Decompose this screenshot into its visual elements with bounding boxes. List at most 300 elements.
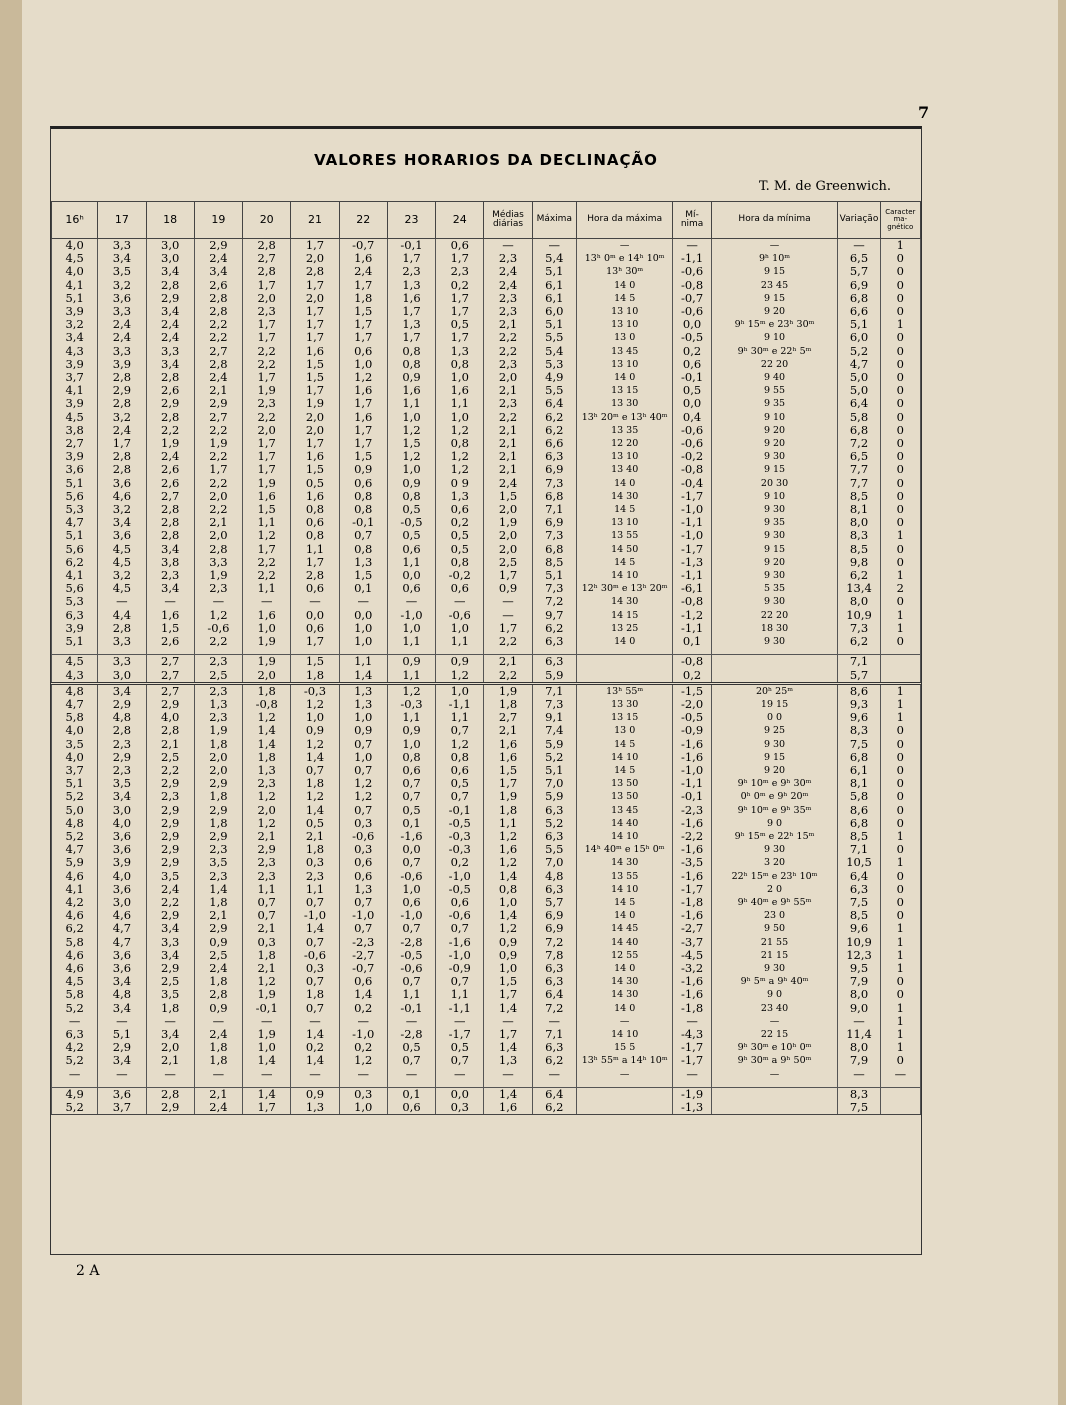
table-cell: 1,2 bbox=[387, 450, 435, 463]
table-cell: 3,9 bbox=[52, 358, 98, 371]
table-cell: 1,6 bbox=[291, 450, 339, 463]
table-cell: 13ʰ 55ᵐ bbox=[576, 685, 673, 698]
table-cell: 0,5 bbox=[387, 1041, 435, 1054]
table-cell: 1,8 bbox=[291, 669, 339, 684]
table-cell: 4,9 bbox=[532, 371, 576, 384]
table-cell: 1,0 bbox=[387, 738, 435, 751]
table-cell: 3,4 bbox=[52, 331, 98, 344]
table-cell: -1,6 bbox=[673, 870, 711, 883]
table-cell: -1,1 bbox=[673, 516, 711, 529]
table-cell: 9 10 bbox=[711, 411, 838, 424]
table-cell: 1,6 bbox=[291, 490, 339, 503]
table-cell: 3,6 bbox=[98, 1087, 146, 1101]
table-cell: 2,6 bbox=[146, 477, 194, 490]
table-cell: 5,9 bbox=[532, 790, 576, 803]
table-cell: 5,8 bbox=[838, 411, 880, 424]
table-row bbox=[52, 870, 921, 883]
table-cell: 3,3 bbox=[98, 635, 146, 648]
table-row bbox=[52, 397, 921, 410]
table-cell: 0 0 bbox=[711, 711, 838, 724]
table-cell: 1,7 bbox=[243, 1101, 291, 1115]
table-cell: -1,7 bbox=[673, 1041, 711, 1054]
table-cell: 1,1 bbox=[387, 988, 435, 1001]
table-cell: 7,0 bbox=[532, 777, 576, 790]
table-cell: 1,5 bbox=[387, 437, 435, 450]
table-cell: 3,3 bbox=[146, 936, 194, 949]
table-cell: 2,1 bbox=[194, 384, 242, 397]
table-cell: 2,3 bbox=[194, 685, 242, 698]
table-cell: 0,5 bbox=[673, 384, 711, 397]
table-cell: -0,1 bbox=[387, 239, 435, 253]
table-cell: 2,0 bbox=[194, 529, 242, 542]
table-cell: 9 40 bbox=[711, 371, 838, 384]
table-cell: 0,3 bbox=[291, 856, 339, 869]
table-cell: 5,5 bbox=[532, 331, 576, 344]
table-cell: 13,4 bbox=[838, 582, 880, 595]
table-cell: 6,6 bbox=[532, 437, 576, 450]
table-cell: 4,5 bbox=[98, 582, 146, 595]
table-cell: 3,6 bbox=[52, 463, 98, 476]
table-cell bbox=[711, 1101, 838, 1115]
table-cell: 13 25 bbox=[576, 622, 673, 635]
table-cell: 0,6 bbox=[673, 358, 711, 371]
table-cell: 7,1 bbox=[838, 655, 880, 669]
table-cell: 0,6 bbox=[436, 582, 484, 595]
table-cell: 3,9 bbox=[52, 305, 98, 318]
table-row bbox=[52, 516, 921, 529]
table-cell: 3,5 bbox=[52, 738, 98, 751]
table-cell: 1,8 bbox=[243, 685, 291, 698]
table-cell: 1 bbox=[880, 962, 920, 975]
table-cell: 0,1 bbox=[387, 1087, 435, 1101]
table-cell: 0,8 bbox=[387, 751, 435, 764]
table-cell: 4,5 bbox=[98, 556, 146, 569]
table-cell: 2,9 bbox=[243, 843, 291, 856]
header-cell: 16ʰ bbox=[52, 202, 98, 239]
table-cell: 2,2 bbox=[484, 411, 532, 424]
table-cell: 0 bbox=[880, 463, 920, 476]
table-cell: 0,2 bbox=[673, 669, 711, 684]
table-row bbox=[52, 477, 921, 490]
table-cell: 2,3 bbox=[436, 265, 484, 278]
table-cell: 4,0 bbox=[146, 711, 194, 724]
table-cell: 9ʰ 30ᵐ e 10ʰ 0ᵐ bbox=[711, 1041, 838, 1054]
table-cell: 0,9 bbox=[436, 655, 484, 669]
table-cell: -1,1 bbox=[673, 569, 711, 582]
table-cell: 5,2 bbox=[52, 1101, 98, 1115]
table-row bbox=[52, 669, 921, 684]
table-cell: 2,1 bbox=[146, 1054, 194, 1067]
table-cell: — bbox=[436, 1015, 484, 1028]
table-cell: -1,0 bbox=[339, 1028, 387, 1041]
table-cell: -0,7 bbox=[339, 239, 387, 253]
table-cell: 1,2 bbox=[484, 856, 532, 869]
table-cell: 14 10 bbox=[576, 883, 673, 896]
table-cell: 0 bbox=[880, 988, 920, 1001]
table-cell: 2,4 bbox=[194, 252, 242, 265]
table-cell: 13 15 bbox=[576, 711, 673, 724]
table-cell: -2,7 bbox=[339, 949, 387, 962]
table-cell bbox=[880, 669, 920, 684]
table-cell: 0 bbox=[880, 477, 920, 490]
table-cell: 7,8 bbox=[532, 949, 576, 962]
table-cell: 10,9 bbox=[838, 936, 880, 949]
table-cell: 3,9 bbox=[52, 397, 98, 410]
table-cell: 1,7 bbox=[243, 463, 291, 476]
table-cell: 1,4 bbox=[484, 1041, 532, 1054]
table-cell: 2,3 bbox=[194, 655, 242, 669]
table-cell: 0 bbox=[880, 909, 920, 922]
page-number: 7 bbox=[918, 103, 930, 122]
table-cell: 8,5 bbox=[838, 830, 880, 843]
table-cell: 0,7 bbox=[436, 724, 484, 737]
table-cell: 0,6 bbox=[339, 345, 387, 358]
table-cell: 0,9 bbox=[387, 371, 435, 384]
table-row bbox=[52, 751, 921, 764]
header-cell: 23 bbox=[387, 202, 435, 239]
table-cell: 1 bbox=[880, 922, 920, 935]
table-cell: 9ʰ 10ᵐ e 9ʰ 35ᵐ bbox=[711, 804, 838, 817]
table-cell: 1,2 bbox=[243, 817, 291, 830]
table-cell: 2,7 bbox=[146, 655, 194, 669]
table-cell: 1,6 bbox=[339, 411, 387, 424]
table-cell: -0,5 bbox=[673, 331, 711, 344]
table-cell: 7,9 bbox=[838, 975, 880, 988]
table-cell: 2,0 bbox=[243, 424, 291, 437]
table-cell: 6,9 bbox=[838, 279, 880, 292]
table-cell: 2,5 bbox=[146, 751, 194, 764]
table-cell: 1,5 bbox=[339, 450, 387, 463]
table-cell: 2,8 bbox=[146, 503, 194, 516]
table-cell: 1,9 bbox=[243, 384, 291, 397]
table-cell: 3,0 bbox=[146, 239, 194, 253]
table-cell: 1,2 bbox=[291, 790, 339, 803]
table-cell: 9 20 bbox=[711, 556, 838, 569]
table-cell: 18 30 bbox=[711, 622, 838, 635]
table-cell: 6,1 bbox=[532, 292, 576, 305]
table-cell: 1,2 bbox=[194, 609, 242, 622]
table-cell: 0,7 bbox=[339, 896, 387, 909]
table-cell: 1,2 bbox=[436, 424, 484, 437]
table-cell: -1,6 bbox=[673, 988, 711, 1001]
table-cell bbox=[576, 1087, 673, 1101]
table-row bbox=[52, 817, 921, 830]
table-cell: 4,1 bbox=[52, 384, 98, 397]
table-cell: 2,0 bbox=[484, 529, 532, 542]
table-cell: 0,9 bbox=[339, 463, 387, 476]
table-cell: 1,0 bbox=[339, 358, 387, 371]
table-cell: 8,3 bbox=[838, 1087, 880, 1101]
table-row bbox=[52, 936, 921, 949]
table-cell: 0ʰ 0ᵐ e 9ʰ 20ᵐ bbox=[711, 790, 838, 803]
table-cell: 2,9 bbox=[194, 804, 242, 817]
table-cell: 0,6 bbox=[436, 503, 484, 516]
header-cell: Variação bbox=[838, 202, 880, 239]
table-cell: 19 15 bbox=[711, 698, 838, 711]
table-cell: -2,0 bbox=[673, 698, 711, 711]
table-cell: 0 bbox=[880, 738, 920, 751]
table-cell: 2,4 bbox=[98, 331, 146, 344]
table-cell: 5,1 bbox=[52, 292, 98, 305]
table-cell: -0,2 bbox=[673, 450, 711, 463]
table-cell: 1,1 bbox=[291, 883, 339, 896]
table-cell: 14 0 bbox=[576, 909, 673, 922]
table-cell: — bbox=[880, 1068, 920, 1081]
table-cell: 2,3 bbox=[98, 764, 146, 777]
table-cell: 9,8 bbox=[838, 556, 880, 569]
table-cell: 2,9 bbox=[146, 292, 194, 305]
table-cell: -0,5 bbox=[673, 711, 711, 724]
table-cell: 4,8 bbox=[98, 711, 146, 724]
table-cell: — bbox=[838, 239, 880, 253]
table-cell: 13 10 bbox=[576, 358, 673, 371]
document-page bbox=[22, 0, 1058, 1405]
table-cell: -0,3 bbox=[291, 685, 339, 698]
table-cell: 6,3 bbox=[532, 830, 576, 843]
table-cell: 1,1 bbox=[243, 516, 291, 529]
table-cell: 1,6 bbox=[339, 384, 387, 397]
table-cell: 9 30 bbox=[711, 595, 838, 608]
table-cell: 1,9 bbox=[243, 635, 291, 648]
table-row bbox=[52, 1015, 921, 1028]
table-cell: 0 bbox=[880, 371, 920, 384]
table-cell: 0 bbox=[880, 556, 920, 569]
table-cell: 0,7 bbox=[291, 896, 339, 909]
table-cell: 3,7 bbox=[52, 764, 98, 777]
table-cell: 0,0 bbox=[387, 843, 435, 856]
table-cell: 13ʰ 30ᵐ bbox=[576, 265, 673, 278]
table-cell: 13 0 bbox=[576, 724, 673, 737]
table-cell: 8,5 bbox=[838, 909, 880, 922]
table-cell: 0,9 bbox=[194, 1002, 242, 1015]
table-cell: 0,3 bbox=[339, 843, 387, 856]
table-row bbox=[52, 556, 921, 569]
table-cell: 1,2 bbox=[436, 669, 484, 684]
table-row bbox=[52, 962, 921, 975]
table-cell: 2,6 bbox=[194, 279, 242, 292]
table-cell: 1,8 bbox=[291, 843, 339, 856]
table-cell: 1,7 bbox=[436, 252, 484, 265]
table-cell: 2,6 bbox=[146, 384, 194, 397]
table-cell: 4,9 bbox=[52, 1087, 98, 1101]
table-row bbox=[52, 724, 921, 737]
table-cell: 3,4 bbox=[98, 975, 146, 988]
table-cell: 2,3 bbox=[194, 711, 242, 724]
table-cell: 2,7 bbox=[194, 345, 242, 358]
table-cell: 1,1 bbox=[387, 556, 435, 569]
table-cell: 0,6 bbox=[291, 516, 339, 529]
table-cell: 0,4 bbox=[673, 411, 711, 424]
table-cell: 1,7 bbox=[243, 437, 291, 450]
table-cell: 0,6 bbox=[339, 870, 387, 883]
table-cell: 0 bbox=[880, 265, 920, 278]
table-cell: 1,6 bbox=[291, 345, 339, 358]
table-cell: 0,7 bbox=[387, 922, 435, 935]
table-cell: 2,1 bbox=[484, 463, 532, 476]
table-cell: 9,1 bbox=[532, 711, 576, 724]
table-cell: 6,8 bbox=[838, 751, 880, 764]
table-cell: 2,8 bbox=[98, 450, 146, 463]
table-cell: 2,1 bbox=[484, 318, 532, 331]
table-cell: 14 5 bbox=[576, 556, 673, 569]
table-cell: 13 10 bbox=[576, 305, 673, 318]
table-cell: 0,3 bbox=[436, 1101, 484, 1115]
table-cell: 0,6 bbox=[339, 856, 387, 869]
table-cell: 0,7 bbox=[339, 804, 387, 817]
table-cell: 2,0 bbox=[291, 424, 339, 437]
table-cell: 1,0 bbox=[339, 751, 387, 764]
table-cell: 14 0 bbox=[576, 962, 673, 975]
table-cell: -1,3 bbox=[673, 556, 711, 569]
table-cell: 5,5 bbox=[532, 384, 576, 397]
table-cell: 1,4 bbox=[484, 870, 532, 883]
table-cell: -1,6 bbox=[673, 738, 711, 751]
table-cell: — bbox=[576, 1068, 673, 1081]
table-cell: 5,1 bbox=[52, 635, 98, 648]
table-cell: 0 bbox=[880, 516, 920, 529]
table-cell: 8,3 bbox=[838, 529, 880, 542]
table-row bbox=[52, 265, 921, 278]
table-cell: 4,0 bbox=[52, 265, 98, 278]
table-cell: 0,6 bbox=[436, 896, 484, 909]
table-cell: 4,4 bbox=[98, 609, 146, 622]
table-cell: 1,8 bbox=[194, 1041, 242, 1054]
table-cell: 2,1 bbox=[484, 655, 532, 669]
table-cell: -2,8 bbox=[387, 936, 435, 949]
table-cell: 3,6 bbox=[98, 830, 146, 843]
table-cell: -0,6 bbox=[339, 830, 387, 843]
table-cell: 3,5 bbox=[194, 856, 242, 869]
table-cell: — bbox=[194, 1068, 242, 1081]
table-cell: 1,1 bbox=[436, 635, 484, 648]
table-cell: 5,3 bbox=[532, 358, 576, 371]
table-cell: 6,4 bbox=[532, 988, 576, 1001]
table-cell: 6,2 bbox=[532, 424, 576, 437]
table-cell: 0,7 bbox=[291, 975, 339, 988]
table-row bbox=[52, 843, 921, 856]
table-cell: 2,1 bbox=[194, 909, 242, 922]
declination-table bbox=[51, 201, 921, 1115]
table-cell: 1,2 bbox=[339, 777, 387, 790]
table-cell: 6,3 bbox=[532, 655, 576, 669]
table-cell: 1,7 bbox=[387, 331, 435, 344]
table-cell: 0,6 bbox=[291, 582, 339, 595]
table-cell: 1,2 bbox=[339, 790, 387, 803]
table-cell: 2,4 bbox=[194, 962, 242, 975]
table-cell: 13 45 bbox=[576, 804, 673, 817]
table-cell: 23 0 bbox=[711, 909, 838, 922]
table-row bbox=[52, 764, 921, 777]
table-cell: -0,4 bbox=[673, 477, 711, 490]
table-cell: 3,4 bbox=[98, 685, 146, 698]
table-cell: 12,3 bbox=[838, 949, 880, 962]
table-cell: 6,2 bbox=[532, 1054, 576, 1067]
table-cell: 1,0 bbox=[387, 622, 435, 635]
table-cell: 5,8 bbox=[52, 936, 98, 949]
table-frame bbox=[50, 126, 922, 1255]
table-cell: 0 bbox=[880, 384, 920, 397]
table-cell: 4,1 bbox=[52, 569, 98, 582]
table-cell: 2,9 bbox=[146, 397, 194, 410]
table-cell: 2,1 bbox=[484, 384, 532, 397]
table-cell: — bbox=[98, 1068, 146, 1081]
table-cell: 10,5 bbox=[838, 856, 880, 869]
table-cell: 14 40 bbox=[576, 817, 673, 830]
table-cell: -0,6 bbox=[194, 622, 242, 635]
table-row bbox=[52, 790, 921, 803]
table-cell: 0,2 bbox=[436, 279, 484, 292]
table-cell: -1,6 bbox=[673, 843, 711, 856]
table-cell: 13 10 bbox=[576, 450, 673, 463]
table-cell: 5,6 bbox=[52, 490, 98, 503]
table-cell: -1,1 bbox=[673, 777, 711, 790]
table-cell: 1,3 bbox=[194, 698, 242, 711]
table-cell: 5,7 bbox=[532, 896, 576, 909]
table-cell: 8,5 bbox=[838, 543, 880, 556]
table-cell: 2,2 bbox=[146, 424, 194, 437]
table-cell: 1,6 bbox=[484, 843, 532, 856]
table-cell: 5,1 bbox=[532, 764, 576, 777]
table-cell: 6,4 bbox=[838, 397, 880, 410]
table-row bbox=[52, 279, 921, 292]
table-cell: 1,5 bbox=[146, 622, 194, 635]
table-cell: 1,7 bbox=[387, 305, 435, 318]
table-cell: 2,4 bbox=[146, 318, 194, 331]
table-cell: 8,0 bbox=[838, 595, 880, 608]
table-cell: 8,0 bbox=[838, 1041, 880, 1054]
table-cell: 1,3 bbox=[243, 764, 291, 777]
table-cell: 9,6 bbox=[838, 711, 880, 724]
table-cell: -1,6 bbox=[673, 817, 711, 830]
table-cell: 3,2 bbox=[98, 411, 146, 424]
table-cell: 1,7 bbox=[243, 318, 291, 331]
table-cell: 2,8 bbox=[194, 292, 242, 305]
table-cell: 5,9 bbox=[532, 669, 576, 684]
table-cell: 7,1 bbox=[532, 685, 576, 698]
table-cell: 3,3 bbox=[194, 556, 242, 569]
table-cell: 2,1 bbox=[243, 922, 291, 935]
table-cell: 1,9 bbox=[243, 988, 291, 1001]
table-cell: -0,8 bbox=[673, 655, 711, 669]
table-cell: -1,1 bbox=[436, 698, 484, 711]
table-cell: -1,1 bbox=[673, 622, 711, 635]
table-cell: 1,5 bbox=[291, 463, 339, 476]
table-cell: 2,4 bbox=[194, 1101, 242, 1115]
table-cell: 0,7 bbox=[436, 790, 484, 803]
table-cell: 2,8 bbox=[194, 988, 242, 1001]
table-cell: 1,8 bbox=[484, 698, 532, 711]
table-cell: 14 0 bbox=[576, 1002, 673, 1015]
table-cell: 1,0 bbox=[436, 371, 484, 384]
table-cell: 2,8 bbox=[291, 569, 339, 582]
table-cell: -0,8 bbox=[243, 698, 291, 711]
table-cell: 4,2 bbox=[52, 896, 98, 909]
table-cell: 0,2 bbox=[339, 1002, 387, 1015]
table-cell: 2,0 bbox=[194, 764, 242, 777]
table-cell: 0,6 bbox=[387, 543, 435, 556]
table-cell: 2,2 bbox=[484, 331, 532, 344]
table-cell: 0,8 bbox=[339, 503, 387, 516]
table-cell: 9,0 bbox=[838, 1002, 880, 1015]
table-cell: -6,1 bbox=[673, 582, 711, 595]
table-cell: 1 bbox=[880, 856, 920, 869]
table-cell: 3,6 bbox=[98, 962, 146, 975]
table-row bbox=[52, 384, 921, 397]
table-cell: 6,3 bbox=[532, 450, 576, 463]
table-cell: 3,3 bbox=[98, 655, 146, 669]
table-cell: 1,1 bbox=[243, 582, 291, 595]
table-cell: 0,7 bbox=[436, 975, 484, 988]
